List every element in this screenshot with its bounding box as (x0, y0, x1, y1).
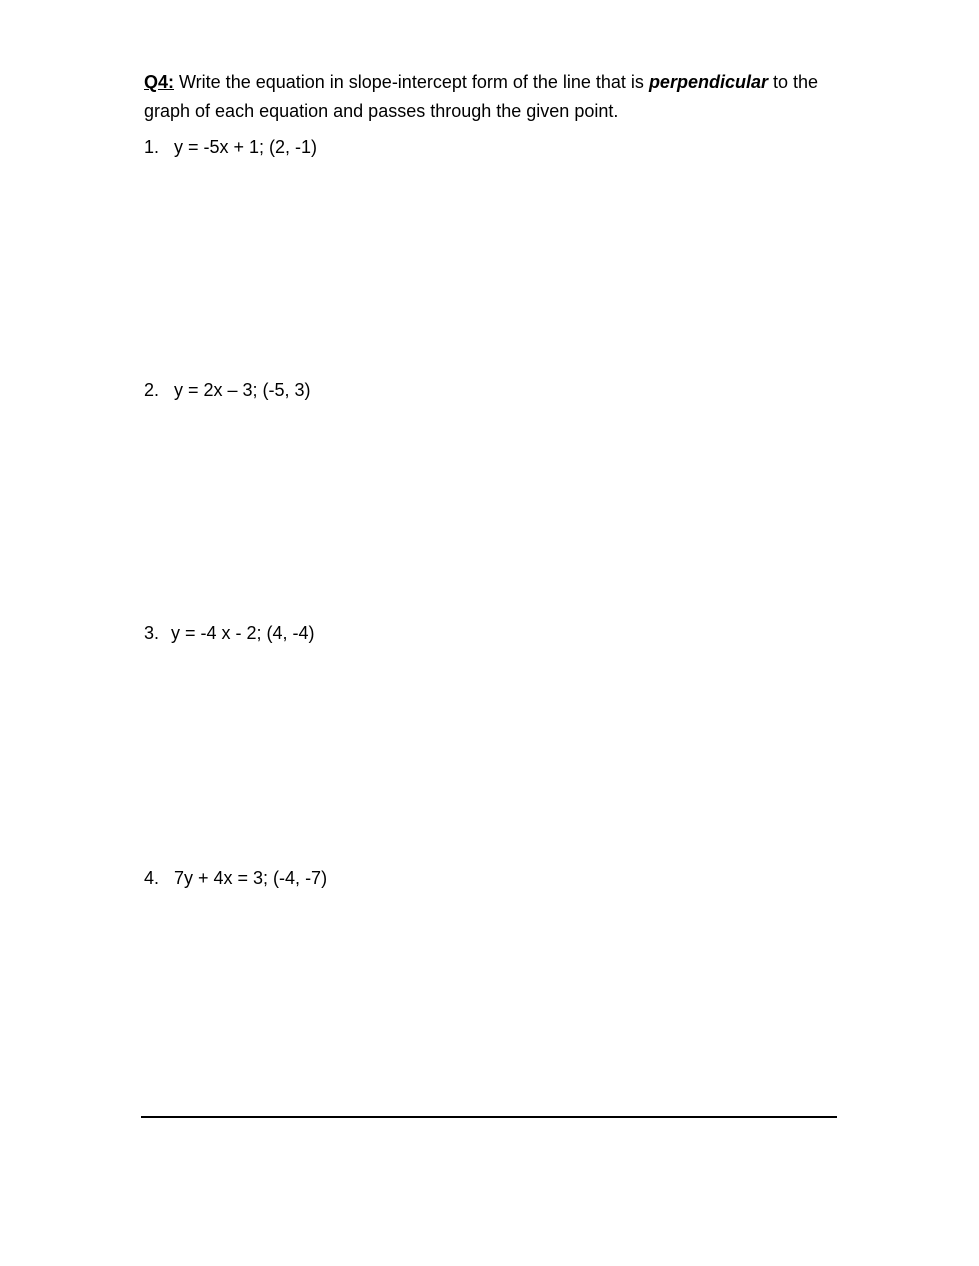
problem-1 (144, 136, 317, 158)
problem-equation: 7y + 4x = 3; (-4, -7) (174, 868, 328, 888)
problem-number: 3. (144, 623, 160, 643)
problem-number: 2. (144, 380, 160, 400)
problem-4 (144, 867, 327, 889)
question-text-before: Write the equation in slope-intercept form of the line that is (174, 72, 649, 92)
question-text-after: to the graph of each equation and passes through the given point. (144, 72, 819, 121)
question-prompt (144, 68, 834, 126)
problem-equation: y = -5x + 1; (2, -1) (174, 137, 318, 157)
problem-2 (144, 379, 311, 401)
problem-equation: y = 2x – 3; (-5, 3) (174, 380, 311, 400)
problem-number: 4. (144, 868, 160, 888)
question-emphasis: perpendicular (648, 72, 768, 92)
footer-divider (141, 1116, 837, 1118)
question-label: Q4: (144, 72, 175, 92)
problem-number: 1. (144, 137, 160, 157)
problem-equation: y = -4 x - 2; (4, -4) (171, 623, 315, 643)
problem-3 (144, 622, 315, 644)
